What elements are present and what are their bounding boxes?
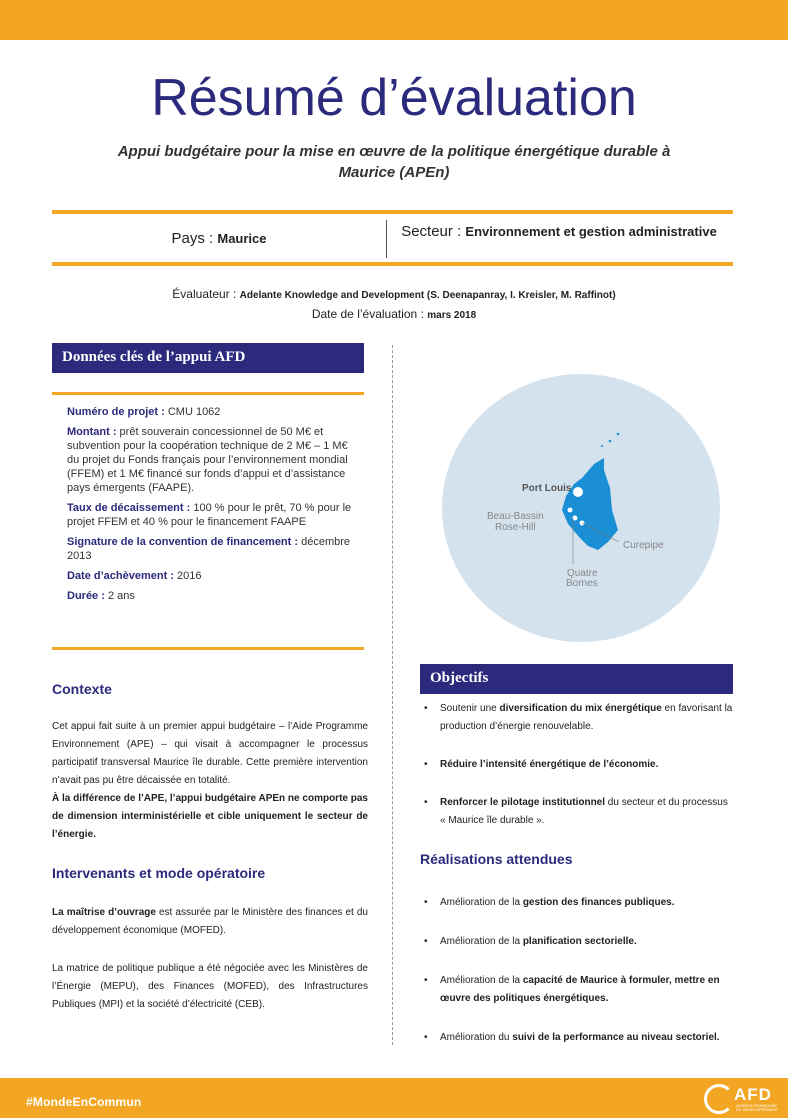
intervenants-heading: Intervenants et mode opératoire <box>52 865 266 881</box>
intervenants-paragraph-1: La maîtrise d’ouvrage est assurée par le Ministère des finances et du développement économique (MOFED). <box>52 907 368 936</box>
contexte-paragraph-1: Cet appui fait suite à un premier appui budgétaire – l’Aide Programme Environnement (APE) – qui visait à accompagner le processus participatif transversal Maurice île durable. Cette première intervention n’avait pas pu être décaissée en totalité. <box>52 721 368 786</box>
realisations-list <box>420 894 733 1047</box>
page-title: Résumé d’évaluation <box>151 69 637 127</box>
key-item-montant: Montant : prêt souverain concessionnel de 50 M€ et subvention pour la coopération technique de 2 M€ – 1 M€ du projet du Fonds français pour l’environnement mondial (FFEM) et 1 M€ financé sur fonds d’appui et d’assistance pays émergents (FAAPE). <box>67 426 348 494</box>
afd-logo <box>700 1082 782 1116</box>
map-marker-beau-bassin <box>568 508 573 513</box>
pays-label: Pays : <box>171 230 218 247</box>
evaluator-label: Évaluateur : <box>172 287 240 301</box>
objectifs-list <box>420 700 733 830</box>
objectifs-header: Objectifs <box>420 664 733 694</box>
map-islet <box>601 445 603 447</box>
map-islet <box>617 433 620 436</box>
key-item-numero: Numéro de projet : CMU 1062 <box>67 406 221 418</box>
hashtag: #MondeEnCommun <box>26 1095 142 1109</box>
realisation-item: • Amélioration du suivi de la performance au niveau sectoriel. <box>420 1029 733 1047</box>
map-label-curepipe: Curepipe <box>623 540 664 551</box>
key-item-duree: Durée : 2 ans <box>67 590 135 602</box>
objectif-item: • Soutenir une diversification du mix énergétique en favorisant la production d’énergie renouvelable. <box>420 700 733 736</box>
pays-field <box>52 230 386 247</box>
contexte-paragraph-2: À la différence de l’APE, l’appui budgétaire APEn ne comporte pas de dimension interministérielle et cible uniquement le secteur de l’énergie. <box>52 793 368 840</box>
contexte-heading: Contexte <box>52 681 112 697</box>
afd-logo-text: AFD <box>734 1085 772 1104</box>
afd-logo-ring-icon <box>704 1084 734 1114</box>
secteur-field <box>394 222 724 242</box>
objectif-item: • Renforcer le pilotage institutionnel du secteur et du processus « Maurice île durable ». <box>420 794 733 830</box>
evaluation-date-line <box>60 305 728 325</box>
info-divider <box>386 220 387 258</box>
column-divider <box>392 345 393 1045</box>
page-subtitle: Appui budgétaire pour la mise en œuvre de la politique énergétique durable à Maurice (APEn) <box>117 143 671 181</box>
pays-value: Maurice <box>217 231 267 246</box>
realisations-heading: Réalisations attendues <box>420 851 573 867</box>
realisation-item: • Amélioration de la capacité de Maurice à formuler, mettre en œuvre des politiques énergétiques. <box>420 972 733 1008</box>
mauritius-map <box>442 374 720 642</box>
info-box <box>52 210 733 266</box>
evaluator-line <box>60 285 728 305</box>
key-data-header: Données clés de l’appui AFD <box>52 343 364 373</box>
evaluation-info <box>60 285 728 325</box>
secteur-value: Environnement et gestion administrative <box>465 224 717 239</box>
map-label-rose-hill: Rose-Hill <box>495 522 536 533</box>
map-label-port-louis: Port Louis <box>522 483 572 494</box>
realisation-item: • Amélioration de la gestion des finances publiques. <box>420 894 733 912</box>
evaluator-value: Adelante Knowledge and Development (S. Deenapanray, I. Kreisler, M. Raffinot) <box>239 290 616 301</box>
map-label-bornes: Bornes <box>566 578 598 589</box>
objectif-item: • Réduire l’intensité énergétique de l’économie. <box>420 756 733 774</box>
map-label-beau-bassin: Beau-Bassin <box>487 511 544 522</box>
contexte-text <box>52 718 368 844</box>
intervenants-paragraph-2: La matrice de politique publique a été négociée avec les Ministères de l’Énergie (MEPU), des Finances (MOFED), des Infrastructures Publiques (MPI) et la société d’électricité (CEB). <box>52 963 368 1010</box>
afd-logo-subtitle: AGENCE FRANÇAISE DE DÉVELOPPEMENT <box>736 1103 779 1112</box>
evaluation-date-value: mars 2018 <box>427 310 477 321</box>
key-data-box <box>52 392 364 650</box>
key-item-taux: Taux de décaissement : 100 % pour le prêt, 70 % pour le projet FFEM et 40 % pour le financement FAAPE <box>67 502 352 528</box>
key-item-signature: Signature de la convention de financement : décembre 2013 <box>67 536 351 562</box>
realisation-item: • Amélioration de la planification sectorielle. <box>420 933 733 951</box>
secteur-label: Secteur : <box>401 223 466 240</box>
map-label-quatre: Quatre <box>567 568 598 579</box>
evaluation-date-label: Date de l’évaluation : <box>311 307 428 321</box>
key-item-achevement: Date d’achèvement : 2016 <box>67 570 202 582</box>
top-band <box>0 0 788 40</box>
key-data-list <box>67 405 352 609</box>
map-marker-port-louis <box>573 487 583 497</box>
map-islet <box>609 440 612 443</box>
